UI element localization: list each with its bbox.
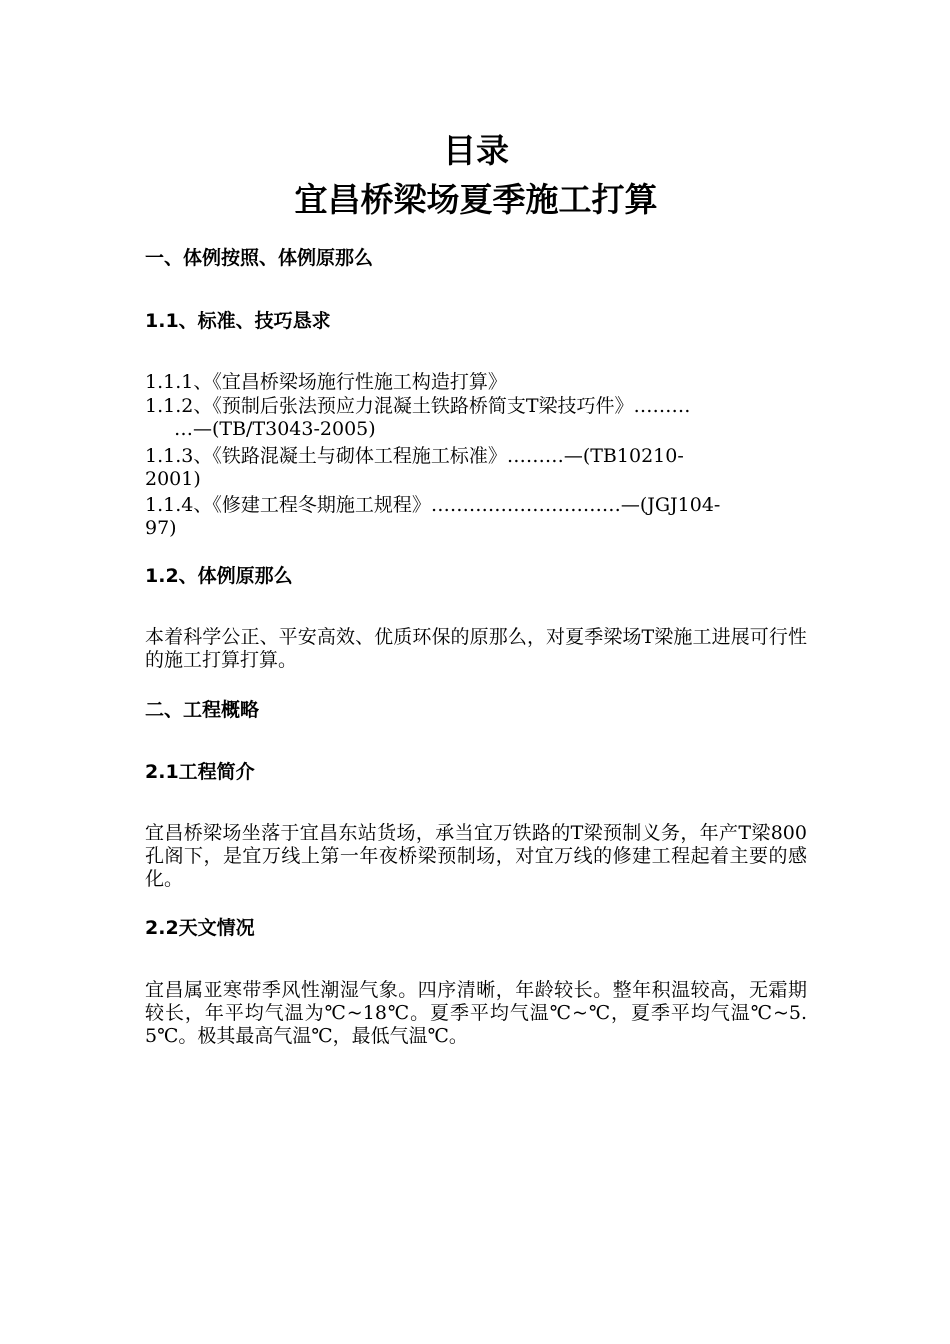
reference-item — [145, 494, 807, 540]
section-1-1-heading: 1.1、标准、技巧恳求 — [145, 310, 331, 332]
section-2-1-heading: 2.1工程简介 — [145, 761, 255, 783]
reference-item-continuation: …—(TB/T3043-2005) — [174, 418, 376, 440]
section-2-2-heading: 2.2天文情况 — [145, 917, 255, 939]
reference-item — [145, 445, 807, 491]
reference-item — [145, 371, 807, 394]
section-2-2-body: 宜昌属亚寒带季风性潮湿气象。四序清晰，年龄较长。整年积温较高，无霜期较长，年平均气温为℃~18℃。夏季平均气温℃~℃，夏季平均气温℃~5.5℃。极其最高气温℃，最低气温℃。 — [145, 979, 807, 1047]
section-1-heading: 一、体例按照、体例原那么 — [145, 247, 374, 269]
reference-item-text: 1.1.1、《宜昌桥梁场施行性施工构造打算》 — [145, 371, 507, 393]
reference-item-continuation: 2001) — [145, 468, 201, 490]
section-2-heading: 二、工程概略 — [145, 699, 260, 721]
section-1-2-body: 本着科学公正、平安高效、优质环保的原那么，对夏季梁场T梁施工进展可行性的施工打算打算。 — [145, 626, 807, 671]
document-title: 目录 — [443, 131, 509, 170]
reference-item-continuation: 97) — [145, 517, 177, 539]
reference-item — [145, 395, 807, 441]
section-2-1-body: 宜昌桥梁场坐落于宜昌东站货场，承当宜万铁路的T梁预制义务，年产T梁800孔阁下，是宜万线上第一年夜桥梁预制场，对宜万线的修建工程起着主要的感化。 — [145, 822, 807, 890]
reference-item-text: 1.1.4、《修建工程冬期施工规程》…………………………—(JGJ104- — [145, 494, 721, 516]
document-subtitle: 宜昌桥梁场夏季施工打算 — [294, 180, 658, 219]
reference-item-text: 1.1.3、《铁路混凝土与砌体工程施工标准》………—(TB10210- — [145, 445, 684, 467]
document-page — [145, 0, 807, 1344]
reference-item-text: 1.1.2、《预制后张法预应力混凝土铁路桥简支T梁技巧件》……… — [145, 395, 691, 417]
section-1-2-heading: 1.2、体例原那么 — [145, 565, 293, 587]
